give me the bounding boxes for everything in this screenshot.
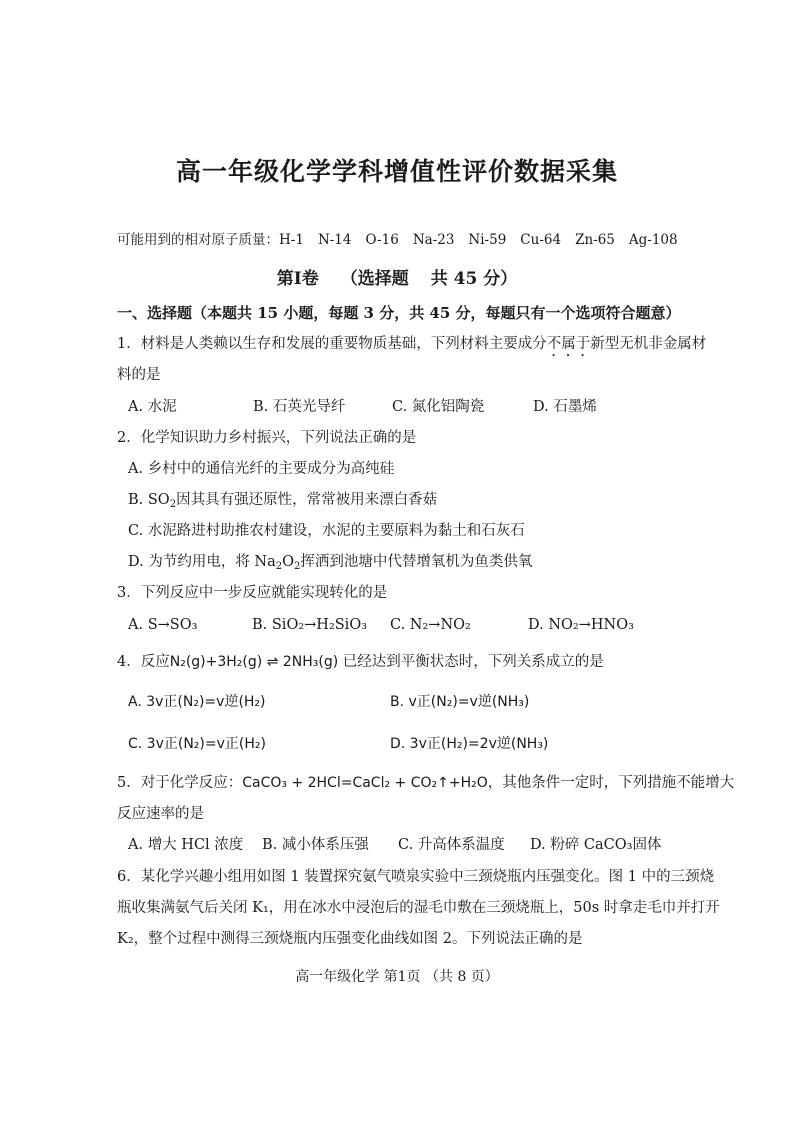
volume-type: （选择题: [340, 269, 409, 289]
element-mass: Na-23: [412, 232, 455, 248]
q2-b-text: B. SO: [128, 492, 170, 508]
element-mass: Ag-108: [628, 232, 678, 248]
q5-equation: CaCO₃ + 2HCl=CaCl₂ + CO₂↑+H₂O: [242, 775, 488, 791]
q4-equation: N₂(g)+3H₂(g) ⇌ 2NH₃(g): [169, 654, 339, 670]
option-c: C. 升高体系温度: [398, 837, 505, 853]
atomic-masses: [117, 230, 678, 250]
option-d: D. NO₂→HNO₃: [528, 617, 634, 633]
option-b: B. 石英光导纤: [253, 399, 346, 415]
section-heading: 一、选择题（本题共 15 小题，每题 3 分，共 45 分，每题只有一个选项符合题意）: [117, 304, 681, 322]
q2-b-text: 因其具有强还原性，常常被用来漂白香菇: [176, 492, 438, 508]
question-5-stem: [117, 773, 734, 793]
element-mass: H-1: [279, 232, 304, 248]
element-mass: Cu-64: [520, 232, 562, 248]
q1-emphasis: 不属于: [546, 336, 591, 352]
element-mass: Zn-65: [575, 232, 615, 248]
q2-d-text: D. 为节约用电，将 Na: [128, 554, 276, 570]
question-6-line-2: 瓶收集满氨气后关闭 K₁，用在冰水中浸泡后的湿毛巾敷在三颈烧瓶上，50s 时拿走毛巾并打开: [117, 900, 720, 916]
element-mass: O-16: [365, 232, 399, 248]
option-a: A. 增大 HCl 浓度: [128, 837, 244, 853]
q1-stem-part: 新型无机非金属材: [590, 336, 707, 352]
question-1-stem: [117, 334, 706, 360]
q5-stem-part: ，其他条件一定时，下列措施不能增大: [487, 775, 735, 791]
option-c: C. 氮化铝陶瓷: [392, 399, 485, 415]
question-4-stem: [117, 652, 604, 672]
subscript: 2: [169, 499, 177, 510]
q4-stem-part: 4．反应: [117, 654, 170, 670]
question-1-stem-cont: 料的是: [117, 367, 161, 383]
option-d: D. 石墨烯: [533, 399, 597, 415]
option-b: B. 减小体系压强: [262, 837, 369, 853]
atomic-masses-label: 可能用到的相对原子质量：: [117, 232, 279, 248]
option-a: A. S→SO₃: [128, 617, 198, 633]
q2-d-text: O: [282, 554, 295, 570]
option-a: A. 3v正(N₂)=v逆(H₂): [128, 694, 266, 710]
page-title: 高一年级化学学科增值性评价数据采集: [175, 157, 618, 186]
option-a: A. 水泥: [128, 399, 177, 415]
volume-name: 第Ⅰ卷: [276, 269, 319, 289]
q5-stem-part: 5．对于化学反应：: [117, 775, 243, 791]
option-c: C. 3v正(N₂)=v正(H₂): [128, 736, 266, 752]
option-a: A. 乡村中的通信光纤的主要成分为高纯硅: [128, 461, 395, 477]
element-mass: N-14: [317, 232, 352, 248]
question-5-stem-cont: 反应速率的是: [117, 806, 204, 822]
q1-stem-part: 1．材料是人类赖以生存和发展的重要物质基础，下列材料主要成分: [117, 336, 547, 352]
volume-heading: [0, 264, 794, 289]
question-3-stem: 3．下列反应中一步反应就能实现转化的是: [117, 585, 388, 601]
option-c: C. 水泥路进村助推农村建设，水泥的主要原料为黏土和石灰石: [128, 523, 525, 539]
option-b: B. SiO₂→H₂SiO₃: [252, 617, 368, 633]
option-d: D. 3v正(H₂)=2v逆(NH₃): [390, 736, 549, 752]
q4-stem-part: 已经达到平衡状态时，下列关系成立的是: [338, 654, 604, 670]
option-c: C. N₂→NO₂: [390, 617, 471, 633]
page-footer: 高一年级化学 第1页 （共 8 页）: [295, 969, 499, 985]
option-b: B. v正(N₂)=v逆(NH₃): [390, 694, 530, 710]
question-2-stem: 2．化学知识助力乡村振兴，下列说法正确的是: [117, 430, 417, 446]
question-6-line-1: 6．某化学兴趣小组用如图 1 装置探究氨气喷泉实验中三颈烧瓶内压强变化。图 1 中的三颈烧: [117, 869, 715, 885]
subscript: 2: [275, 561, 283, 572]
element-mass: Ni-59: [468, 232, 507, 248]
subscript: 2: [294, 561, 301, 572]
option-d: [128, 552, 532, 572]
option-b: [128, 490, 437, 510]
volume-score: 共 45 分）: [430, 269, 518, 289]
question-6-line-3: K₂，整个过程中测得三颈烧瓶内压强变化曲线如图 2。下列说法正确的是: [117, 931, 583, 947]
option-d: D. 粉碎 CaCO₃固体: [530, 837, 662, 853]
q2-d-text: 挥洒到池塘中代替增氧机为鱼类供氧: [300, 554, 533, 570]
